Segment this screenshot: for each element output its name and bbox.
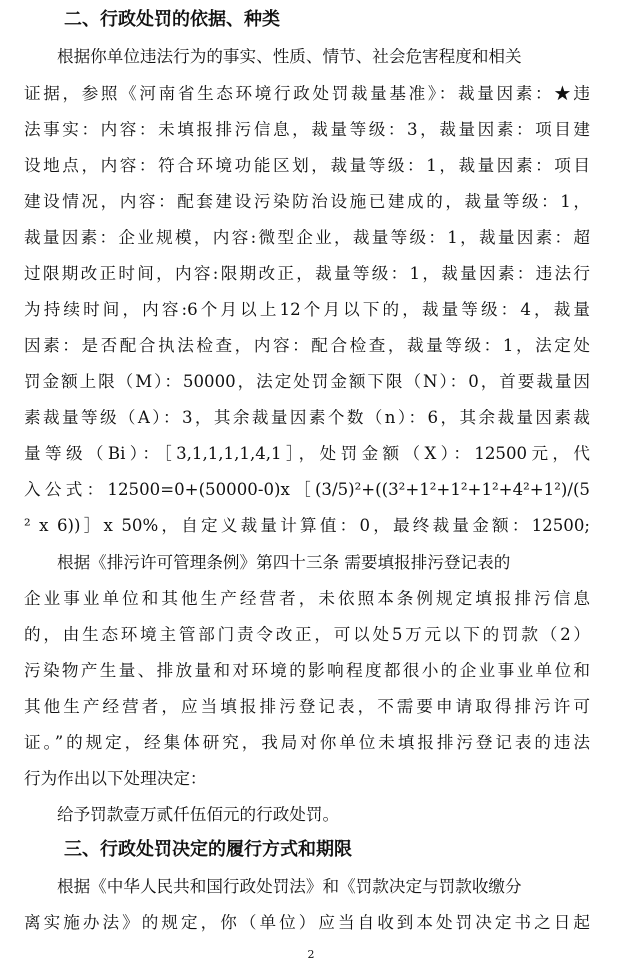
para2-line: 污染物产生量、排放量和对环境的影响程度都很小的企业事业单位和 [24, 661, 590, 680]
para1-line: 根据你单位违法行为的事实、性质、情节、社会危害程度和相关 [57, 47, 522, 66]
para2-line: 的，由生态环境主管部门责令改正，可以处5万元以下的罚款（2） [24, 625, 590, 644]
para1-line: 证据，参照《河南省生态环境行政处罚裁量基准》：裁量因素：★违 [24, 84, 590, 103]
para1-line: 裁量因素：企业规模，内容:微型企业，裁量等级：1，裁量因素：超 [24, 228, 590, 247]
para1-line: 法事实：内容：未填报排污信息，裁量等级：3，裁量因素：项目建 [24, 120, 590, 139]
para1-line: 建设情况，内容：配套建设污染防治设施已建成的，裁量等级：1， [24, 192, 590, 211]
page-number: 2 [307, 948, 315, 961]
para3-line: 离实施办法》的规定，你（单位）应当自收到本处罚决定书之日起 [24, 913, 590, 932]
para3-line: 根据《中华人民共和国行政处罚法》和《罚款决定与罚款收缴分 [57, 877, 522, 896]
para1-line: 素裁量等级（A）：3，其余裁量因素个数（n）：6，其余裁量因素裁 [24, 408, 590, 427]
para1-line: 因素：是否配合执法检查，内容：配合检查，裁量等级：1，法定处 [24, 336, 590, 355]
para1-line: 为持续时间，内容:6个月以上12个月以下的，裁量等级：4，裁量 [24, 300, 590, 319]
para2-line: 企业事业单位和其他生产经营者，未依照本条例规定填报排污信息 [24, 589, 590, 608]
section-3-heading: 三、行政处罚决定的履行方式和期限 [64, 839, 352, 860]
para1-line: 过限期改正时间，内容:限期改正，裁量等级：1，裁量因素：违法行 [24, 264, 590, 283]
para1-line: 设地点，内容：符合环境功能区划，裁量等级：1，裁量因素：项目 [24, 156, 590, 175]
decision-text: 给予罚款壹万贰仟伍佰元的行政处罚。 [57, 805, 340, 824]
para2-line: 其他生产经营者，应当填报排污登记表，不需要申请取得排污许可 [24, 697, 590, 716]
para2-line: 证。”的规定，经集体研究，我局对你单位未填报排污登记表的违法 [24, 733, 590, 752]
para2-line: 行为作出以下处理决定： [24, 769, 207, 788]
para1-line: 量等级（Bi）：［3,1,1,1,1,4,1］，处罚金额（X）：12500元，代 [24, 444, 590, 463]
para2-line: 根据《排污许可管理条例》第四十三条 需要填报排污登记表的 [57, 553, 511, 572]
para1-line: 入公式：12500=0+(50000-0)x［(3/5)²+((3²+1²+1²+1²+4²+1²)/(5 [24, 480, 590, 499]
section-2-heading: 二、行政处罚的依据、种类 [64, 9, 280, 30]
para1-line: 罚金额上限（M）：50000，法定处罚金额下限（N）：0，首要裁量因 [24, 372, 590, 391]
para1-line: ² x 6))］x 50%，自定义裁量计算值：0，最终裁量金额：12500; [24, 516, 590, 535]
